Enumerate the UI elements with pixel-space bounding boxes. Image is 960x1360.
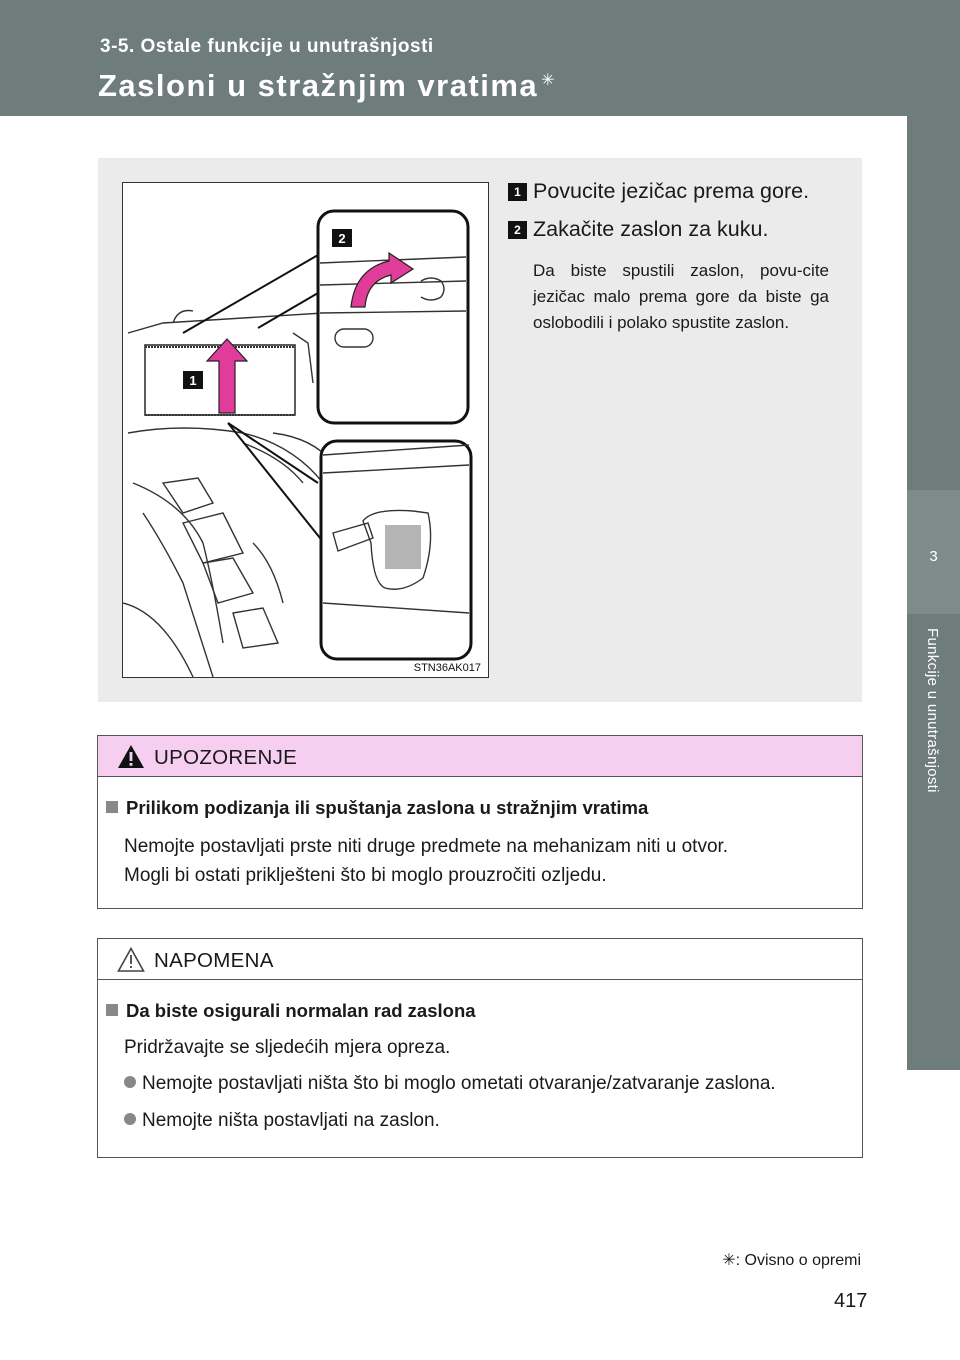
step-2 xyxy=(508,217,768,242)
warning-triangle-icon xyxy=(117,744,145,769)
rear-door-interior-drawing xyxy=(123,183,488,677)
step-1-text: Povucite jezičac prema gore. xyxy=(533,179,810,203)
footnote-text: : Ovisno o opremi xyxy=(735,1252,861,1269)
image-code: STN36AK017 xyxy=(413,662,481,674)
round-bullet-icon xyxy=(124,1113,136,1125)
notice-bullet-2 xyxy=(124,1110,440,1132)
page-number: 417 xyxy=(834,1290,868,1312)
chapter-number: 3 xyxy=(929,548,938,565)
warning-title: UPOZORENJE xyxy=(154,746,298,769)
lowering-note: Da biste spustili zaslon, povu-cite jezičac malo prema gore da biste ga oslobodili i polako spustite zaslon. xyxy=(533,261,829,332)
page-title-text: Zasloni u stražnjim vratima xyxy=(98,68,539,103)
callout-badge-1: 1 xyxy=(189,373,197,388)
notice-heading-text: Da biste osigurali normalan rad zaslona xyxy=(126,1000,476,1021)
warning-header xyxy=(98,736,862,777)
optional-equipment-mark: ✳ xyxy=(541,72,557,89)
notice-bullet-1 xyxy=(124,1073,776,1095)
square-bullet-icon xyxy=(106,801,118,813)
notice-bullet-2-text: Nemojte ništa postavljati na zaslon. xyxy=(142,1110,440,1131)
warning-text-line-2: Mogli bi ostati priklješteni što bi moglo prouzročiti ozljedu. xyxy=(124,865,607,886)
door-screen-illustration xyxy=(122,182,489,678)
section-label: 3-5. Ostale funkcije u unutrašnjosti xyxy=(100,36,434,57)
square-bullet-icon xyxy=(106,1004,118,1016)
round-bullet-icon xyxy=(124,1076,136,1088)
notice-box xyxy=(97,938,863,1158)
footnote xyxy=(722,1250,861,1270)
step-2-badge: 2 xyxy=(508,221,527,239)
warning-heading-text: Prilikom podizanja ili spuštanja zaslona u stražnjim vratima xyxy=(126,797,649,818)
warning-text-line-1: Nemojte postavljati prste niti druge predmete na mehanizam niti u otvor. xyxy=(124,836,729,857)
warning-heading xyxy=(106,797,648,819)
warning-box xyxy=(97,735,863,909)
step-1-badge: 1 xyxy=(508,183,527,201)
notice-heading xyxy=(106,1000,476,1022)
footnote-mark: ✳ xyxy=(722,1252,736,1269)
chapter-name: Funkcije u unutrašnjosti xyxy=(924,628,941,793)
notice-header xyxy=(98,939,862,980)
notice-intro: Pridržavajte se sljedećih mjera opreza. xyxy=(124,1037,451,1058)
page-title xyxy=(98,68,556,104)
notice-bullet-1-text: Nemojte postavljati ništa što bi moglo ometati otvaranje/zatvaranje zaslona. xyxy=(142,1073,776,1094)
caution-triangle-outline-icon xyxy=(117,947,145,972)
callout-badge-2: 2 xyxy=(338,231,346,246)
step-2-text: Zakačite zaslon za kuku. xyxy=(533,217,769,241)
step-1 xyxy=(508,179,809,204)
notice-title: NAPOMENA xyxy=(154,949,274,972)
